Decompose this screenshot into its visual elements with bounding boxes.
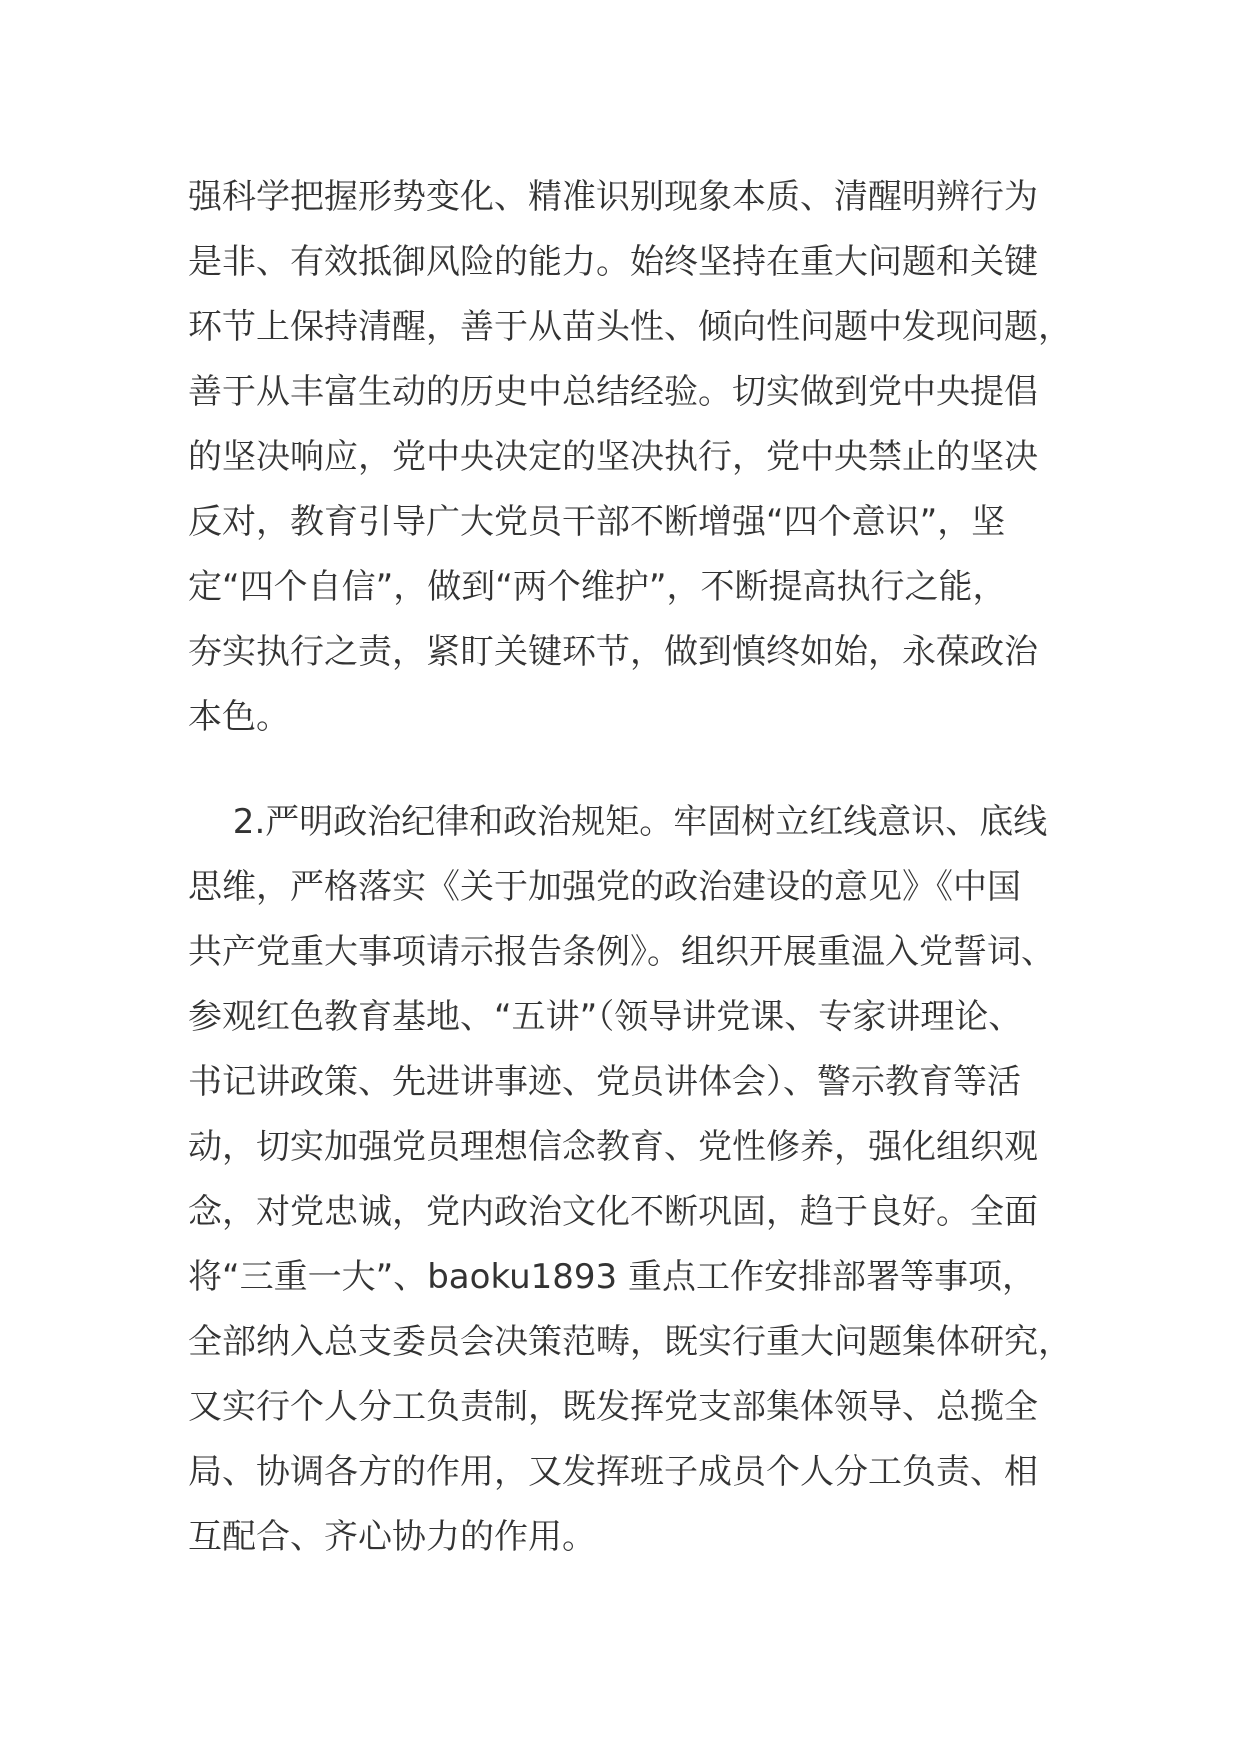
paragraph-2-line: 局、协调各方的作用，又发挥班子成员个人分工负责、相 xyxy=(188,1452,1038,1492)
paragraph-2-line: 参观红色教育基地、“五讲”（领导讲党课、专家讲理论、 xyxy=(188,997,1023,1037)
paragraph-1-line: 强科学把握形势变化、精准识别现象本质、清醒明辨行为 xyxy=(188,177,1038,217)
paragraph-1-line: 善于从丰富生动的历史中总结经验。切实做到党中央提倡 xyxy=(188,372,1038,412)
paragraph-1-line: 本色。 xyxy=(188,697,290,737)
paragraph-1-line: 夯实执行之责，紧盯关键环节，做到慎终如始，永葆政治 xyxy=(188,632,1038,672)
paragraph-2-line: 将“三重一大”、baoku1893 重点工作安排部署等事项， xyxy=(188,1257,1036,1297)
paragraph-1-line: 是非、有效抵御风险的能力。始终坚持在重大问题和关键 xyxy=(188,242,1038,282)
paragraph-2-line: 互配合、齐心协力的作用。 xyxy=(188,1517,596,1557)
paragraph-2-line: 2.严明政治纪律和政治规矩。牢固树立红线意识、底线 xyxy=(188,802,1048,842)
paragraph-2-line: 思维，严格落实《关于加强党的政治建设的意见》《中国 xyxy=(188,867,1021,907)
paragraph-2-line: 书记讲政策、先进讲事迹、党员讲体会）、警示教育等活 xyxy=(188,1062,1021,1102)
paragraph-1-line: 反对，教育引导广大党员干部不断增强“四个意识”，坚 xyxy=(188,502,1006,542)
paragraph-2-line: 动，切实加强党员理想信念教育、党性修养，强化组织观 xyxy=(188,1127,1038,1167)
paragraph-1-line: 定“四个自信”，做到“两个维护”，不断提高执行之能， xyxy=(188,567,1007,607)
paragraph-1-line: 环节上保持清醒，善于从苗头性、倾向性问题中发现问题， xyxy=(188,307,1072,347)
paragraph-2-line: 共产党重大事项请示报告条例》。组织开展重温入党誓词、 xyxy=(188,932,1055,972)
paragraph-2-line: 念，对党忠诚，党内政治文化不断巩固，趋于良好。全面 xyxy=(188,1192,1038,1232)
paragraph-2-line: 又实行个人分工负责制，既发挥党支部集体领导、总揽全 xyxy=(188,1387,1038,1427)
paragraph-2 xyxy=(188,790,1072,1570)
paragraph-1-line: 的坚决响应，党中央决定的坚决执行，党中央禁止的坚决 xyxy=(188,437,1038,477)
paragraph-2-line: 全部纳入总支委员会决策范畴，既实行重大问题集体研究， xyxy=(188,1322,1072,1362)
paragraph-1 xyxy=(188,165,1072,750)
